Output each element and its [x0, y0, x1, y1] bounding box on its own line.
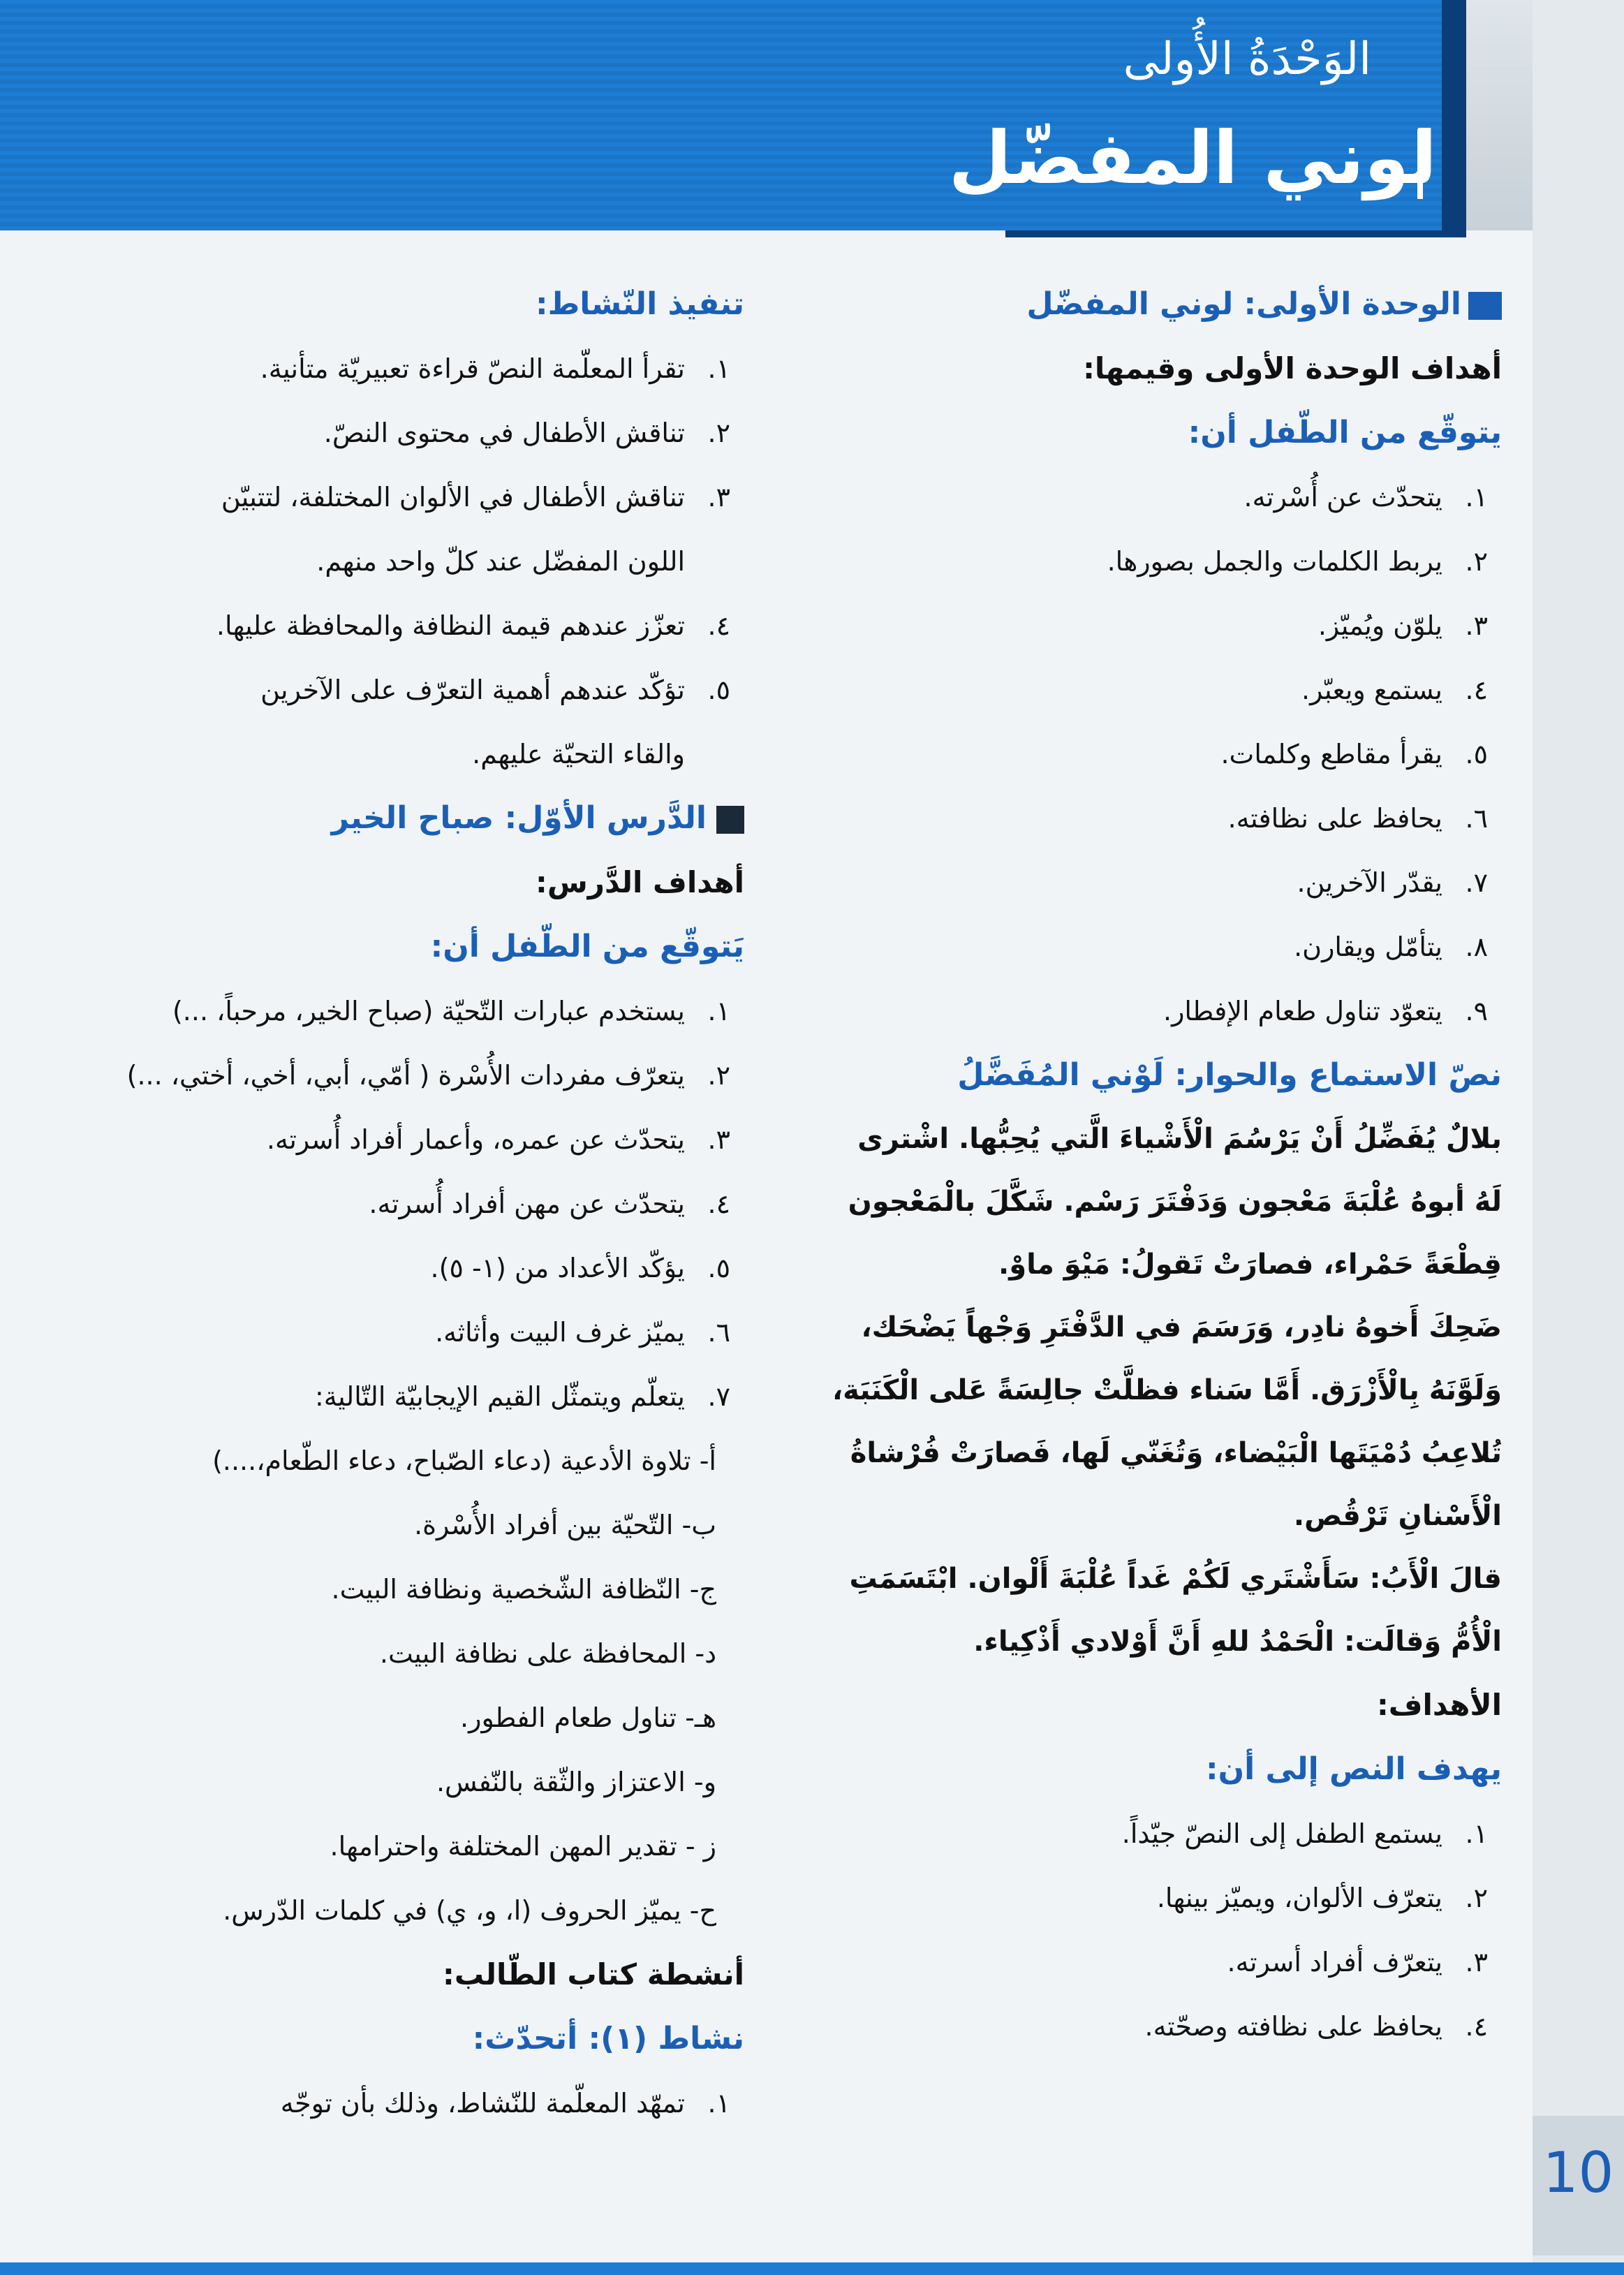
- unit-label: الوَحْدَةُ الأُولى: [1123, 34, 1371, 85]
- list-item: ٥.تؤكّد عندهم أهمية التعرّف على الآخرين: [260, 675, 730, 705]
- value-item: ز - تقدير المهن المختلفة واحترامها.: [330, 1831, 716, 1862]
- list-item: ٤.يستمع ويعبّر.: [1301, 675, 1488, 705]
- list-item: ٣.يتحدّث عن عمره، وأعمار أفراد أُسرته.: [266, 1124, 730, 1155]
- list-item: ٢.يتعرّف الألوان، ويميّز بينها.: [1156, 1883, 1488, 1913]
- story-line: تُلاعِبُ دُمْيَتَها الْبَيْضاء، وَتُغَنّي لَها، فَصارَتْ فُرْشاةُ: [850, 1437, 1502, 1469]
- list-item: ٤.يحافظ على نظافته وصحّته.: [1144, 2011, 1488, 2042]
- values-list: [60, 1429, 744, 1943]
- list-item: ٩.يتعوّد تناول طعام الإفطار.: [1162, 996, 1488, 1026]
- list-item: ٣.تناقش الأطفال في الألوان المختلفة، لتتبيّن: [221, 482, 730, 513]
- goals-heading: أهداف الوحدة الأولى وقيمها:: [1083, 351, 1502, 385]
- lesson-goals-heading: أهداف الدَّرس:: [536, 865, 744, 899]
- value-item: و- الاعتزاز والثّقة بالنّفس.: [436, 1767, 716, 1797]
- story-paragraph-2: [755, 1296, 1502, 1547]
- header-edge: [1442, 0, 1466, 230]
- unit-heading: الوحدة الأولى: لوني المفضّل: [755, 272, 1502, 337]
- activities-heading: أنشطة كتاب الطّالب:: [443, 1957, 744, 1991]
- list-item: ١.يستخدم عبارات التّحيّة (صباح الخير، مرحباً، ...): [172, 996, 730, 1026]
- story-line: وَلَوَّنَهُ بِالْأَزْرَق. أَمَّا سَناء فظلَّتْ جالِسَةً عَلى الْكَنَبَة،: [832, 1374, 1502, 1406]
- list-item-continuation: والقاء التحيّة عليهم.: [472, 739, 685, 770]
- page-margin-strip: [1533, 0, 1624, 2275]
- list-item: ٥.يقرأ مقاطع وكلمات.: [1220, 739, 1488, 770]
- list-item: ٢.يربط الكلمات والجمل بصورها.: [1107, 546, 1488, 577]
- header-underline: [1005, 230, 1466, 237]
- list-item-continuation: اللون المفضّل عند كلّ واحد منهم.: [316, 546, 685, 577]
- value-item: د- المحافظة على نظافة البيت.: [379, 1638, 716, 1669]
- story-line: قالَ الْأَبُ: سَأَشْتَري لَكُمْ غَداً عُلْبَةَ أَلْوان. ابْتَسَمَتِ: [849, 1563, 1502, 1595]
- listening-text-heading: نصّ الاستماع والحوار: لَوْني المُفَضَّلُ: [957, 1057, 1502, 1093]
- list-item: ٦.يحافظ على نظافته.: [1227, 803, 1488, 834]
- lesson-expect-heading: يَتوقّع من الطّفل أن:: [430, 929, 744, 964]
- story-line: لَهُ أبوهُ عُلْبَةَ مَعْجون وَدَفْتَرَ رَسْم. شَكَّلَ بالْمَعْجون: [848, 1186, 1502, 1218]
- list-item: ٣.يلوّن ويُميّز.: [1317, 610, 1488, 641]
- expect-list: [755, 465, 1502, 1043]
- list-item: ١.تقرأ المعلّمة النصّ قراءة تعبيريّة متأنية.: [260, 353, 730, 384]
- exec-heading: تنفيذ النّشاط:: [536, 286, 744, 322]
- list-item: ١.يتحدّث عن أُسْرته.: [1243, 482, 1488, 513]
- exec-list: [60, 337, 744, 786]
- objectives-heading: الأهداف:: [1376, 1688, 1502, 1722]
- value-item: ب- التّحيّة بين أفراد الأُسْرة.: [414, 1510, 716, 1540]
- aim-list: [755, 1802, 1502, 2059]
- list-item: ٣.يتعرّف أفراد أسرته.: [1227, 1947, 1488, 1978]
- value-item: أ- تلاوة الأدعية (دعاء الصّباح، دعاء الطّعام،....): [212, 1445, 716, 1476]
- story-line: الْأُمُّ وَقالَت: الْحَمْدُ للهِ أَنَّ أَوْلادي أَذْكِياء.: [973, 1626, 1502, 1658]
- right-column: [755, 272, 1502, 2059]
- story-paragraph-1: [755, 1107, 1502, 1296]
- lesson-heading: الدَّرس الأوّل: صباح الخير: [60, 786, 744, 851]
- unit-title: لوني المفضّل: [948, 115, 1437, 200]
- unit-header: [0, 0, 1624, 230]
- story-paragraph-3: [755, 1547, 1502, 1673]
- story-line: ضَحِكَ أَخوهُ نادِر، وَرَسَمَ في الدَّفْتَرِ وَجْهاً يَضْحَك،: [861, 1311, 1502, 1343]
- expect-heading: يتوقّع من الطّفل أن:: [1188, 415, 1502, 450]
- value-item: ح- يميّز الحروف (ا، و، ي) في كلمات الدّرس.: [223, 1895, 716, 1926]
- list-item: ٨.يتأمّل ويقارن.: [1294, 932, 1488, 962]
- list-item: ٧.يقدّر الآخرين.: [1297, 867, 1488, 898]
- heading-marker: [1468, 292, 1502, 320]
- list-item: ٢.يتعرّف مفردات الأُسْرة ( أمّي، أبي، أخي، أختي، ...): [126, 1060, 730, 1091]
- value-item: هـ- تناول طعام الفطور.: [460, 1702, 716, 1733]
- list-item: ٧.يتعلّم ويتمثّل القيم الإيجابيّة التّالية:: [314, 1381, 730, 1412]
- list-item: ١.تمهّد المعلّمة للنّشاط، وذلك بأن توجّه: [280, 2088, 730, 2119]
- activity1-heading: نشاط (١): أتحدّث:: [472, 2021, 744, 2056]
- list-item: ١.يستمع الطفل إلى النصّ جيّداً.: [1121, 1818, 1488, 1849]
- value-item: ج- النّظافة الشّخصية ونظافة البيت.: [331, 1574, 716, 1605]
- list-item: ٢.تناقش الأطفال في محتوى النصّ.: [323, 418, 730, 448]
- left-column: [60, 272, 744, 2135]
- list-item: ٦.يميّز غرف البيت وأثاثه.: [435, 1317, 730, 1348]
- list-item: ٥.يؤكّد الأعداد من (١- ٥).: [430, 1253, 730, 1283]
- page-number: 10: [1542, 2140, 1614, 2205]
- footer-band: [0, 2262, 1624, 2275]
- list-item: ٤.يتحدّث عن مهن أفراد أُسرته.: [369, 1188, 730, 1219]
- story-line: الْأَسْنانِ تَرْقُص.: [1293, 1500, 1502, 1532]
- story-line: بلالٌ يُفَضِّلُ أَنْ يَرْسُمَ الْأَشْياءَ الَّتي يُحِبُّها. اشْترى: [857, 1123, 1502, 1155]
- lesson-marker: [716, 806, 744, 834]
- aim-heading: يهدف النص إلى أن:: [1206, 1751, 1502, 1787]
- story-line: قِطْعَةً حَمْراء، فصارَتْ تَقولُ: مَيْوَ ماوْ.: [998, 1249, 1502, 1281]
- list-item: ٤.تعزّز عندهم قيمة النظافة والمحافظة عليها.: [216, 610, 730, 641]
- lesson-list: [60, 979, 744, 1429]
